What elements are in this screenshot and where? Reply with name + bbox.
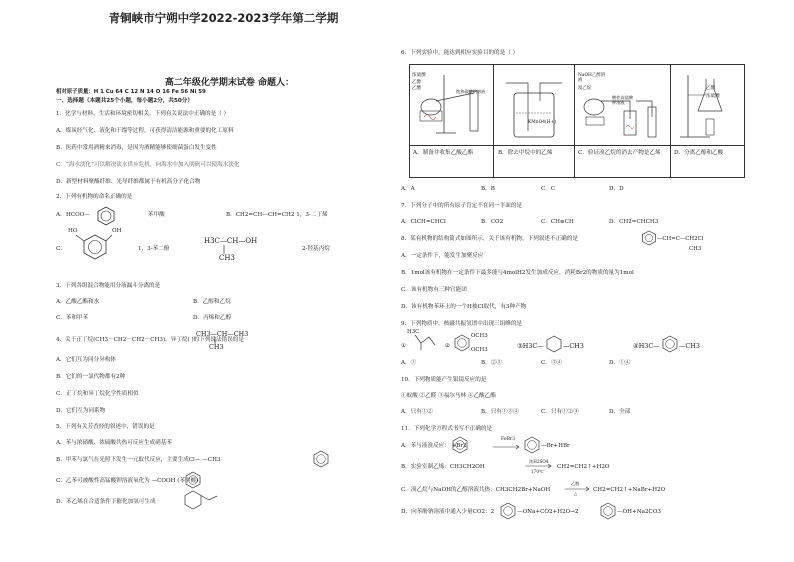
- q11-option-c: C．溴乙烷与NaOH的乙醇溶液共热：CH3CH2Br+NaOH: [401, 487, 551, 493]
- q2-c-oh2: OH: [112, 228, 122, 234]
- ethylcyclohexane-icon: [184, 490, 220, 510]
- benzene-ring-icon: [661, 335, 679, 353]
- q11a-catalyst: FeBr3: [501, 437, 516, 442]
- q4-option-d: D．它们互为同系物: [56, 408, 106, 414]
- q4-option-c: C．正丁烷和异丁烷化学性质相似: [56, 391, 139, 397]
- q8-option-c: C．该有机物有三种官能团: [401, 287, 467, 293]
- label-c3: 酸性高锰酸钾溶液: [612, 95, 633, 105]
- q2-c-oh1: HO: [68, 228, 78, 234]
- q11c-temp: △: [574, 491, 578, 496]
- label-b1: KMnO4(H+): [528, 120, 556, 125]
- q2-d-name: 2-羟基丙烷: [302, 246, 330, 252]
- q11c-catalyst: 乙醇: [571, 481, 580, 486]
- q9-stem: 9．下列物质中，核磁共振氢谱中出现三组峰的是: [401, 321, 523, 327]
- q7-option-a: A．ClCH=CHCl: [401, 219, 446, 225]
- reaction-arrow-icon: [565, 487, 591, 491]
- q5-stem: 5．下列有关芳香烃的叙述中，错误的是: [56, 424, 155, 430]
- q11-option-a: A．苯与液溴反应： +Br2: [401, 443, 467, 449]
- section-heading: 一、选择题（本题共25个小题，每小题2分，共50分）: [56, 98, 193, 104]
- q6-option-d: D．D: [609, 186, 624, 192]
- q6-option-b: B．B: [481, 186, 495, 192]
- q10-option-a: A．只有①②: [401, 409, 434, 415]
- q10-option-d: D．全部: [609, 409, 631, 415]
- q9-option-c: C．③④: [541, 360, 563, 366]
- q11-option-d: D．向苯酚钠溶液中通入少量CO2：2: [401, 509, 495, 515]
- q11b-product: CH2=CH2↑+H2O: [557, 464, 610, 470]
- q11-option-b: B．实验室制乙烯：CH3CH2OH: [401, 464, 485, 470]
- q5-option-d: D．苯乙烯在合适条件下催化加氢可生成: [56, 499, 156, 505]
- q2-a-label: A．: [56, 212, 66, 218]
- q6-option-c: C．C: [541, 186, 556, 192]
- q10-items: ①蚁酸 ②乙醛 ③福尔马林 ④乙酸乙酯: [401, 393, 496, 399]
- q9-item2-sub-a: OCH3: [471, 333, 488, 339]
- q8-structure-sub: CH3: [689, 246, 702, 252]
- q1-option-a: A．煤炭经气化、液化和干馏等过程，可获得清洁能源和重要的化工原料: [56, 128, 234, 134]
- q9-option-b: B．②③: [481, 360, 502, 366]
- label-c2: 溴乙烷: [578, 86, 592, 91]
- q9-item4-right: —CH3: [679, 342, 700, 350]
- q3-option-c: C．苯和甲苯: [56, 315, 89, 321]
- q8-option-a: A．一定条件下，能发生加聚反应: [401, 253, 484, 259]
- q10-stem: 10．下列物质能产生银镜反应的是: [401, 377, 487, 383]
- q9-item1-sub: H3C: [407, 329, 420, 335]
- q9-option-d: D．①④: [609, 360, 631, 366]
- q8-stem: 8．某有机物的结构简式如图所示，关于该有机物，下列叙述不正确的是: [401, 236, 578, 242]
- q11d-middle: —ONa+CO2+H2O→2: [517, 509, 579, 515]
- cyclohexane-icon: [545, 335, 563, 353]
- q9-option-a: A．①: [401, 360, 417, 366]
- q9-item2: ②: [445, 343, 451, 349]
- label-a2: 乙醇: [412, 80, 422, 85]
- benzenediol-ring-icon: [82, 234, 108, 260]
- benzene-ring-icon: [96, 206, 116, 226]
- q6-stem: 6．下列实验中，能达到相应实验目的的是（ ）: [401, 50, 519, 56]
- q5-option-b: B．甲苯与氯气在光照下发生一元取代反应，主要生成Cl— —CH3: [56, 457, 221, 463]
- reaction-arrow-icon: [493, 445, 521, 449]
- benzene-ring-icon: [451, 436, 469, 454]
- q6-caption-a: A．制备并收集乙酸乙酯: [413, 150, 473, 156]
- gas-wash-bottle-icon: [502, 73, 566, 141]
- q6-caption-c: C．验证溴乙烷的消去产物是乙烯: [578, 150, 661, 156]
- q3-option-b: B．乙醇和乙烷: [193, 299, 231, 305]
- q2-option-b: B．CH2=CH—CH=CH2 1，3-二丁烯: [226, 212, 328, 218]
- q11b-catalyst: 浓H2SO4: [529, 459, 549, 464]
- q7-stem: 7．下列分子中的所有原子肯定不在同一平面的是: [401, 203, 523, 209]
- q1-option-c: C．“海水淡化”可以解决淡水供应危机，向海水中加入明矾可以使海水淡化: [56, 162, 240, 168]
- q11c-product: CH2=CH2↑+NaBr+H2O: [593, 487, 666, 493]
- esterification-apparatus-icon: [414, 71, 490, 141]
- q11d-product: —OH+Na2CO3: [617, 509, 661, 515]
- label-d2: 浓硫酸: [706, 94, 720, 99]
- q10-option-c: C．只有①②③: [541, 409, 579, 415]
- q9-item3-left: ③H3C—: [517, 342, 544, 350]
- label-c1: NaOH乙醇溶液: [578, 73, 606, 83]
- q4-option-b: B．它们的一氯代物都有2种: [56, 374, 126, 380]
- q5-option-a: A．苯与浓硝酸、浓硫酸共热可反应生成硝基苯: [56, 440, 172, 446]
- q2-c-label: C．: [56, 246, 66, 252]
- exam-title: 青铜峡市宁朔中学2022-2023学年第二学期: [108, 11, 339, 25]
- q8-option-d: D．该有机物苯环上的一个H被Cl取代，有3种产物: [401, 304, 527, 310]
- q2-stem: 2．下列有机物的命名正确的是: [56, 194, 133, 200]
- benzene-ring-icon: [184, 471, 202, 489]
- q1-option-b: B．医药中常用酒精来消毒，是因为酒精能够使细菌蛋白发生变性: [56, 145, 217, 151]
- q11-stem: 11．下列化学方程式书写不正确的是: [401, 426, 493, 432]
- q9-item3-right: —CH3: [563, 342, 584, 350]
- q2-a-name: 苯甲酸: [148, 212, 165, 218]
- label-d1: 乙醇: [706, 86, 716, 91]
- benzene-ring-icon: [312, 450, 330, 468]
- exam-subtitle: 高二年级化学期末试卷 命题人：: [164, 78, 295, 88]
- q9-item2-sub-b: OCH3: [471, 347, 488, 353]
- q9-item1: ①: [401, 343, 407, 349]
- q1-option-d: D．新型材料聚酯纤维、光导纤维都属于有机高分子化合物: [56, 179, 201, 185]
- label-a4: 饱和碳酸钠溶液: [456, 89, 486, 94]
- benzene-ring-icon: [453, 334, 471, 352]
- isobutane-skeleton-icon: [411, 333, 437, 351]
- q4-iso-formula: CH3—CH—CH3: [196, 330, 249, 338]
- benzene-ring-icon: [523, 436, 541, 454]
- label-a1: 浓硫酸: [412, 73, 426, 78]
- q2-c-name: 1，3-苯二酚: [138, 246, 170, 252]
- q4-iso-sub: CH3: [209, 343, 224, 351]
- q3-option-a: A．乙酸乙酯和水: [56, 299, 100, 305]
- q7-option-c: C．CH≡CH: [541, 219, 574, 225]
- q6-caption-d: D．分离乙醇和乙酸: [674, 150, 724, 156]
- label-a3: 乙酸: [412, 86, 422, 91]
- q2-d-sub: CH3: [219, 254, 235, 262]
- q6-apparatus-table: [409, 64, 745, 178]
- q11b-temp: 170℃: [531, 469, 544, 474]
- benzene-ring-icon: [599, 502, 617, 520]
- q2-a-formula: HCOO—: [66, 212, 90, 218]
- q8-structure: —CH=C—CH2Cl: [657, 236, 704, 242]
- q10-option-b: B．只有①③④: [481, 409, 519, 415]
- q5-option-c: C．乙苯可被酸性高锰酸钾溶液氧化为 —COOH (苯甲酸): [56, 478, 199, 484]
- q1-stem: 1．化学与材料、生活和环境密切相关。下列有关说法中正确的是（ ）: [56, 111, 230, 117]
- q3-option-d: D．丙烯和乙醇: [193, 315, 232, 321]
- q4-option-a: A．它们互为同分异构体: [56, 357, 116, 363]
- distillation-stand-icon: [676, 71, 746, 143]
- q11a-product: —Br+HBr: [541, 443, 570, 449]
- q6-caption-b: B．除去甲烷中的乙烯: [498, 150, 553, 156]
- q7-option-b: B．CO2: [481, 219, 504, 225]
- atomic-masses: 相对原子质量：H 1 Cu 64 C 12 N 14 O 16 Fe 56 Ni 59: [56, 89, 206, 95]
- benzene-ring-icon: [641, 230, 657, 246]
- q2-d-formula: H3C—CH—OH: [204, 237, 258, 245]
- q3-stem: 3．下列各组混合物能用分液漏斗分离的是: [56, 283, 161, 289]
- q6-option-a: A．A: [401, 186, 415, 192]
- benzene-ring-icon: [499, 502, 517, 520]
- q8-option-b: B．1mol该有机物在一定条件下最多能与4molH2发生加成反应，消耗Br2的物质的量为1mol: [401, 270, 634, 276]
- q9-item4-left: ④H3C—: [633, 342, 660, 350]
- q7-option-d: D．CH2=CHCH3: [609, 219, 659, 225]
- q4-stem: 4．关于正丁烷(CH3－CH2－CH2－CH3)、异丁烷( )的下列说法错误的是: [56, 337, 244, 343]
